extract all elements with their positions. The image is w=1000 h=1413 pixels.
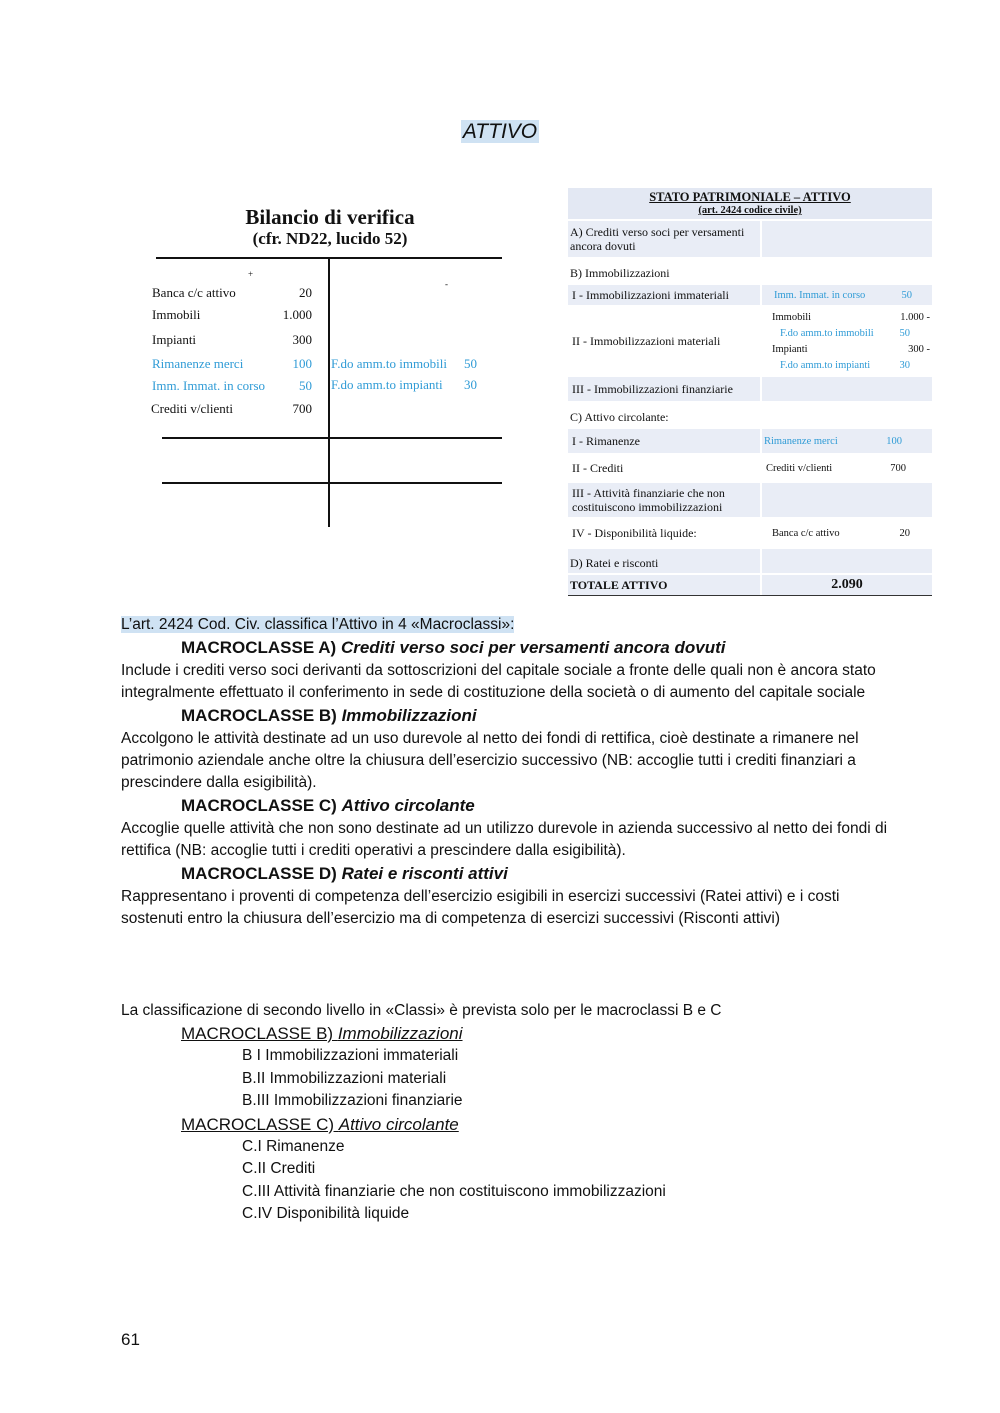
list-item: C.I Rimanenze bbox=[242, 1137, 345, 1155]
avere-value: 30 bbox=[464, 377, 477, 392]
macroclasse-c-desc: Accoglie quelle attività che non sono destinate ad un utilizzo durevole in azienda successivo al netto dei fondi di rettifica (NB: accoglie tutti i crediti operativi a prescindere dalla esigibilità). bbox=[121, 820, 888, 859]
table-row: B) Immobilizzazioni bbox=[568, 257, 932, 283]
table-row: I - Rimanenze Rimanenze merci 100 bbox=[568, 427, 932, 453]
table-row: II - Immobilizzazioni materiali Immobili 1.000 - F.do amm.to immobili 50 Impianti 300 - F.do amm.to impianti 30 bbox=[568, 305, 932, 375]
macroclasse-b-desc: Accolgono le attività destinate ad un uso durevole al netto dei fondi di rettifica, cioè destinate a rimanere nel patrimonio aziendale anche oltre la chiusura dell’esercizio successivo (NB: accoglie tutti i crediti finanziari a prescindere dalla esigibilità). bbox=[121, 730, 859, 791]
dare-value: 1.000 bbox=[282, 307, 312, 322]
bilancio-subtitle: (cfr. ND22, lucido 52) bbox=[252, 229, 408, 248]
list-item: B I Immobilizzazioni immateriali bbox=[242, 1047, 459, 1064]
table-row: II - Crediti Crediti v/clienti 700 bbox=[568, 453, 932, 481]
list-c-heading: MACROCLASSE C) Attivo circolante bbox=[181, 1114, 459, 1134]
avere-label: F.do amm.to impianti bbox=[331, 377, 443, 392]
table-header: STATO PATRIMONIALE – ATTIVO (art. 2424 codice civile) bbox=[568, 188, 932, 219]
bilancio-di-verifica bbox=[140, 195, 520, 535]
macroclasse-a-desc: Include i crediti verso soci derivanti da sottoscrizioni del capitale sociale a fronte delle quali non è ancora stato integralmente effettuato il conferimento in sede di costituzione della società o di aumento del capitale sociale bbox=[121, 662, 876, 701]
dare-label: Crediti v/clienti bbox=[151, 401, 233, 416]
list-item: B.II Immobilizzazioni materiali bbox=[242, 1069, 447, 1087]
t-account-total-line-2 bbox=[162, 482, 502, 484]
dare-label: Immobili bbox=[152, 307, 201, 322]
macroclasse-d-desc: Rappresentano i proventi di competenza dell’esercizio esigibili in esercizi successivi (Ratei attivi) e i costi sostenuti entro la chiusura dell’esercizio ma di competenza di esercizi successivi (Risconti attivi) bbox=[121, 888, 840, 927]
list-b-heading: MACROCLASSE B) Immobilizzazioni bbox=[181, 1024, 463, 1043]
dare-label: Imm. Immat. in corso bbox=[152, 378, 266, 393]
table-row: D) Ratei e risconti bbox=[568, 547, 932, 573]
total-row: TOTALE ATTIVO 2.090 bbox=[568, 573, 932, 596]
body-text bbox=[121, 614, 891, 930]
stato-patrimoniale-table bbox=[568, 188, 932, 596]
table-row: I - Immobilizzazioni immateriali Imm. Immat. in corso 50 bbox=[568, 283, 932, 305]
table-row: III - Immobilizzazioni finanziarie bbox=[568, 375, 932, 401]
macroclasse-b-heading: MACROCLASSE B) Immobilizzazioni bbox=[181, 706, 477, 725]
list-item: B.III Immobilizzazioni finanziarie bbox=[242, 1092, 463, 1109]
t-account-vertical-line bbox=[328, 257, 330, 527]
dare-value: 300 bbox=[292, 332, 312, 347]
dare-label: Rimanenze merci bbox=[152, 356, 244, 371]
dare-value: 700 bbox=[292, 401, 312, 416]
minus-sign: - bbox=[445, 279, 448, 289]
dare-value: 100 bbox=[292, 356, 312, 371]
plus-sign: + bbox=[248, 269, 254, 279]
macroclasse-a-heading: MACROCLASSE A) Crediti verso soci per versamenti ancora dovuti bbox=[181, 638, 726, 657]
dare-label: Banca c/c attivo bbox=[152, 285, 236, 300]
table-row: III - Attività finanziarie che non costituiscono immobilizzazioni bbox=[568, 481, 932, 517]
list-item: C.IV Disponibilità liquide bbox=[242, 1205, 410, 1222]
bilancio-title: Bilancio di verifica bbox=[245, 205, 415, 229]
dare-label: Impianti bbox=[152, 332, 197, 347]
avere-value: 50 bbox=[464, 356, 477, 371]
second-level-text: La classificazione di secondo livello in «Classi» è prevista solo per le macroclassi B e C bbox=[121, 1002, 722, 1019]
dare-value: 20 bbox=[299, 285, 312, 300]
table-row: IV - Disponibilità liquide: Banca c/c attivo 20 bbox=[568, 517, 932, 547]
list-item: C.III Attività finanziarie che non costituiscono immobilizzazioni bbox=[242, 1182, 666, 1200]
macroclasse-c-heading: MACROCLASSE C) Attivo circolante bbox=[181, 796, 475, 815]
classi-section bbox=[121, 1000, 891, 1226]
macroclasse-d-heading: MACROCLASSE D) Ratei e risconti attivi bbox=[181, 864, 508, 883]
page-number: 61 bbox=[121, 1330, 140, 1349]
table-row: A) Crediti verso soci per versamenti ancora dovuti bbox=[568, 219, 932, 257]
page-title: ATTIVO bbox=[462, 120, 538, 143]
table-row: C) Attivo circolante: bbox=[568, 401, 932, 427]
list-item: C.II Crediti bbox=[242, 1160, 316, 1177]
dare-value: 50 bbox=[299, 378, 312, 393]
intro-text: L’art. 2424 Cod. Civ. classifica l’Attivo in 4 «Macroclassi»: bbox=[121, 616, 515, 633]
t-account-total-line-1 bbox=[162, 437, 502, 439]
avere-label: F.do amm.to immobili bbox=[331, 356, 447, 371]
